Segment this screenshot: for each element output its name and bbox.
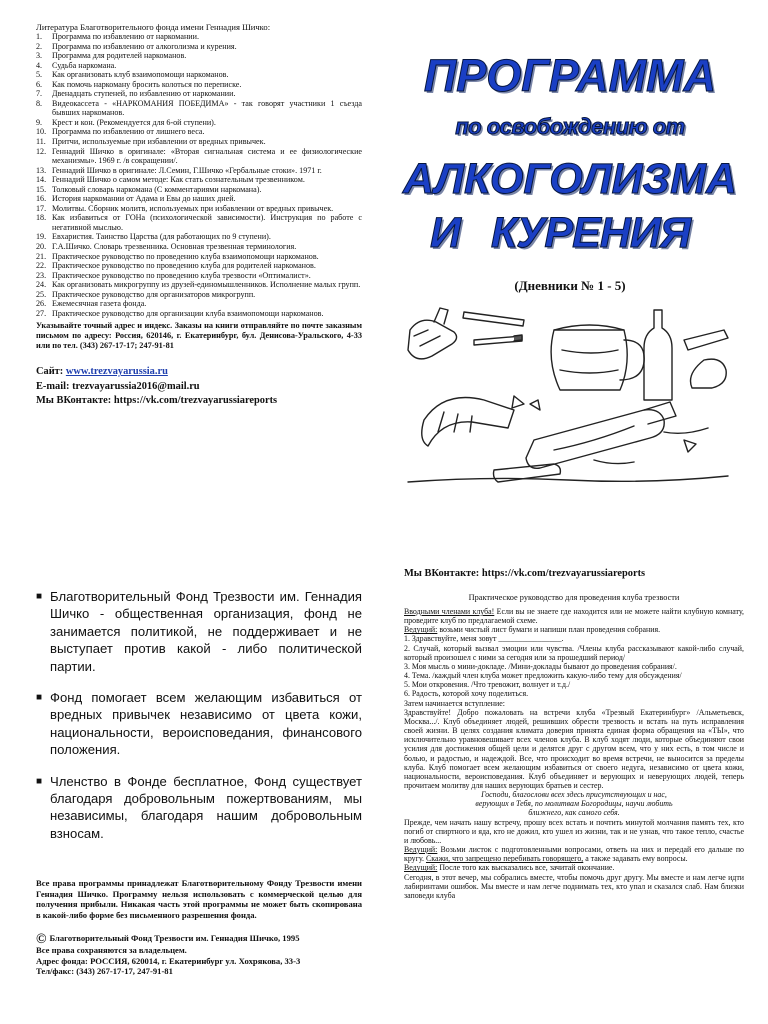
foundation-phone: Тел/факс: (343) 267-17-17, 247-91-81 xyxy=(36,966,173,977)
guide-paragraph: 5. Мои откровения. /Что тревожит, волнует и т.д./ xyxy=(404,680,571,690)
literature-item xyxy=(36,42,362,52)
literature-heading: Литература Благотворительного фонда имени Геннадия Шичко: xyxy=(36,22,271,32)
literature-item-number: 5. xyxy=(36,70,43,80)
email-line[interactable]: E-mail: trezvayarussia2016@mail.ru xyxy=(36,380,200,392)
literature-item-title: Программа по избавлению от наркомании. xyxy=(52,32,199,41)
literature-item-number: 25. xyxy=(36,289,47,299)
literature-item xyxy=(36,99,362,118)
literature-item xyxy=(36,166,362,176)
guide-paragraph xyxy=(404,863,744,872)
cover-title-line2: по освобождению от xyxy=(455,114,685,139)
literature-item-number: 10. xyxy=(36,127,47,137)
bullet-square-icon: ■ xyxy=(36,591,43,602)
literature-item xyxy=(36,185,362,195)
site-link[interactable]: www.trezvayarussia.ru xyxy=(65,366,168,378)
literature-item xyxy=(36,213,362,232)
literature-item-number: 15. xyxy=(36,184,47,194)
vk-line[interactable]: Мы ВКонтакте: https://vk.com/trezvayarussiareports xyxy=(36,395,278,407)
guide-underlined: Ведущий: xyxy=(404,625,438,635)
literature-list xyxy=(36,32,362,318)
literature-item xyxy=(36,51,362,61)
literature-item xyxy=(36,271,362,281)
guide-vk-line[interactable]: Мы ВКонтакте: https://vk.com/trezvayarussiareports xyxy=(404,568,646,579)
literature-item-number: 11. xyxy=(36,137,46,147)
literature-item xyxy=(36,261,362,271)
literature-item-number: 8. xyxy=(36,98,43,108)
literature-item-title: История наркомании от Адама и Евы до наших дней. xyxy=(52,194,236,204)
literature-item-number: 13. xyxy=(36,165,47,175)
guide-paragraph: Затем начинается вступление: xyxy=(404,698,505,708)
literature-item-number: 6. xyxy=(36,79,43,89)
literature-item-title: Ежемесячная газета фонда. xyxy=(52,299,147,309)
guide-underlined: Вводными членами клуба! xyxy=(404,607,495,616)
literature-item xyxy=(36,127,362,137)
literature-item-number: 19. xyxy=(36,232,47,242)
guide-paragraph: 6. Радость, которой хочу поделиться. xyxy=(404,689,529,699)
literature-item xyxy=(36,89,362,99)
literature-item xyxy=(36,194,362,204)
literature-item-number: 24. xyxy=(36,280,47,290)
literature-item xyxy=(36,252,362,262)
literature-item-title: Практическое руководство для организаторов микрогрупп. xyxy=(52,289,256,299)
literature-item-title: Крест и кон. (Рекомендуется для 6-ой ступени). xyxy=(52,117,216,127)
literature-item-number: 27. xyxy=(36,308,47,318)
literature-item xyxy=(36,118,362,128)
literature-item-title: Как организовать микрогруппу из друзей-единомышленников. Исполнение малых групп. xyxy=(52,280,361,290)
about-panel xyxy=(36,588,362,1008)
guide-text-run: возьми чистый лист бумаги и напиши план проведения собрания. xyxy=(437,625,661,635)
prayer-line: ближнего, как самого себя. xyxy=(528,808,620,818)
guide-text-run: После того как высказались все, зачитай окончание. xyxy=(437,863,615,873)
literature-item-number: 3. xyxy=(36,51,43,61)
literature-item-number: 16. xyxy=(36,194,47,204)
about-bullet xyxy=(36,689,362,759)
literature-item-number: 17. xyxy=(36,203,47,213)
literature-item-number: 20. xyxy=(36,242,47,252)
site-label: Сайт: xyxy=(36,366,64,378)
prayer-line: верующих в Тебя, по молитвам Богородицы, научи любить xyxy=(475,799,673,809)
literature-item-number: 2. xyxy=(36,41,43,51)
literature-item xyxy=(36,204,362,214)
literature-item-number: 7. xyxy=(36,89,43,99)
cover-title-line4: И КУРЕНИЯ xyxy=(430,209,691,257)
literature-item-number: 18. xyxy=(36,213,47,223)
rights-notice: Все права программы принадлежат Благотворительному Фонду Трезвости имени Геннадия Шичко. Программу нельзя использовать с коммерческой целью для получения прибыли. Никакая часть этой программы не может быть скопирована в какой-либо форме без письменного разрешения фонда. xyxy=(36,878,362,921)
literature-item-title: Г.А.Шичко. Словарь трезвенника. Основная трезвенная терминология. xyxy=(52,242,297,252)
literature-item-title: Судьба наркомана. xyxy=(52,60,117,70)
literature-item-number: 21. xyxy=(36,251,47,261)
guide-text-run: Если вы не знаете где находится или не можете найти клубную комнату, проведите клуб по предлагаемой схеме. xyxy=(404,607,744,626)
literature-item-number: 26. xyxy=(36,299,47,309)
literature-item xyxy=(36,137,362,147)
literature-item-title: Евхаристия. Таинство Царства (для работающих по 9 ступени). xyxy=(52,232,271,242)
about-bullet xyxy=(36,588,362,675)
guide-paragraph xyxy=(404,607,744,625)
guide-paragraph xyxy=(404,845,744,863)
about-bullet xyxy=(36,773,362,843)
literature-item xyxy=(36,175,362,185)
literature-item-title: Программа для родителей наркоманов. xyxy=(52,51,187,61)
literature-item xyxy=(36,32,362,42)
cover-panel xyxy=(400,22,740,544)
literature-item-number: 4. xyxy=(36,60,43,70)
guide-paragraph: 4. Тема. /каждый член клуба может предложить какую-либо тему для обсуждения/ xyxy=(404,671,682,681)
literature-item-title: Практическое руководство для организации клуба взаимопомощи наркоманов. xyxy=(52,308,324,318)
literature-item-number: 9. xyxy=(36,117,43,127)
guide-paragraph: Сегодня, в этот вечер, мы собрались вместе, чтобы помочь друг другу. Мы вместе и нам легче идти лабиринтами ошибок. Мы вместе и нам легче поднимать тех, кто упал и сказался слаб. Нам близки заповеди клуба xyxy=(404,872,744,900)
literature-item xyxy=(36,242,362,252)
literature-item xyxy=(36,70,362,80)
literature-item xyxy=(36,232,362,242)
bullet-square-icon: ■ xyxy=(36,692,43,704)
literature-item xyxy=(36,309,362,319)
guide-paragraph: 1. Здравствуйте, меня зовут ________________. xyxy=(404,634,564,644)
literature-item-title: Как помочь наркоману бросить колоться по переписке. xyxy=(52,79,242,89)
copyright-icon: © xyxy=(36,931,47,947)
guide-paragraph: 2. Случай, который вызвал эмоции или чувства. /Члены клуба рассказывают какой-либо случай, который произошел с ними за сегодня или за прошедший период/ xyxy=(404,643,744,662)
literature-item xyxy=(36,80,362,90)
guide-underlined: Ведущий: xyxy=(404,863,438,873)
literature-item xyxy=(36,61,362,71)
literature-item-title: Видеокассета - «НАРКОМАНИЯ ПОБЕДИМА» - так говорят участники 1 съезда бывших наркоманов. xyxy=(52,98,362,118)
guide-paragraph: Здравствуйте! Добро пожаловать на встречи клуба «Трезвый Екатеринбург» /Альметьевск, Москва.../. Клуб объединяет людей, решивших обрести трезвость и встать на путь исправления своей жизни. В целях создания климата доверия принята единая форма обращения на «ТЫ», что исключительно уравновешивает всех членов клуба. В клуб ходят люди, которые объединяют свои усилия для достижения общей цели и делятся друг с другом всем, что у них есть, в том числе и болью, и радостью, и надеждой. Все, что происходит во время встречи, не выносится за пределы клуба. Клуб помогает всем желающим избавиться от своего недуга, независимо от цвета кожи, национальности, вероисповедания. Клуб объединяет и верующих и неверующих людей, теперь прочитаем молитву для наших верующих братьев и сестер. xyxy=(404,707,744,790)
cover-title-line1: ПРОГРАММА xyxy=(423,50,717,101)
literature-item xyxy=(36,290,362,300)
literature-item-title: Геннадий Шичко о самом методе: Как стать сознательным трезвенником. xyxy=(52,175,305,185)
literature-panel xyxy=(36,22,362,522)
literature-item xyxy=(36,280,362,290)
guide-title: Практическое руководство для проведения клуба трезвости xyxy=(468,593,680,602)
literature-item-title: Практическое руководство по проведению клуба взаимопомощи наркоманов. xyxy=(52,251,319,261)
guide-text-run: Возьми листок с подготовленными вопросами, ответь на них и передай его дальше по кругу. xyxy=(404,845,744,864)
literature-item-title: Программа по избавлению от лишнего веса. xyxy=(52,127,205,137)
literature-item-number: 1. xyxy=(36,32,43,41)
literature-item-title: Практическое руководство по проведению клуба для родителей наркоманов. xyxy=(52,261,316,271)
copyright-line: Все права сохраняются за владельцем. xyxy=(36,945,187,956)
guide-text xyxy=(404,607,744,900)
prayer-line: Господи, благослови всех здесь присутствующих и нас, xyxy=(481,790,667,800)
about-bullet-text: Членство в Фонде бесплатное, Фонд существует благодаря добровольным пожертвованиям, мы независимы, благодаря нашим добровольным взносам. xyxy=(50,773,362,841)
bullet-square-icon: ■ xyxy=(36,775,43,787)
literature-item-title: Как организовать клуб взаимопомощи наркоманов. xyxy=(52,70,229,80)
literature-item-title: Как избавиться от ГОНа (психологической зависимости). Инструкция по работе с негативной мыслью. xyxy=(52,213,362,232)
literature-item xyxy=(36,147,362,166)
literature-item-title: Двенадцать ступеней, по избавлению от наркомании. xyxy=(52,89,236,99)
copyright-block xyxy=(36,933,362,977)
literature-item-number: 14. xyxy=(36,175,47,185)
guide-paragraph: Прежде, чем начать нашу встречу, прошу всех встать и почтить минутой молчания память тех, кто погиб от спиртного и яда, кто не дожил, кто ушел из жизни, так и не узнав, что такое тепло, счастье и любовь... xyxy=(404,817,744,845)
literature-item-title: Молитвы. Сборник молитв, используемых при избавлении от вредных привычек. xyxy=(52,203,334,213)
literature-item-number: 22. xyxy=(36,261,47,271)
about-bullet-text: Благотворительный Фонд Трезвости им. Геннадия Шичко - общественная организация, фонд не занимается политикой, не поддерживает и не выступает против какой - либо политической партии. xyxy=(50,589,362,674)
guide-text-run: а также задавать ему вопросы. xyxy=(583,854,688,864)
foundation-address: Адрес фонда: РОССИЯ, 620014, г. Екатеринбург ул. Хохрякова, 33-3 xyxy=(36,955,301,966)
cover-subtitle: (Дневники № 1 - 5) xyxy=(514,278,626,293)
about-bullet-text: Фонд помогает всем желающим избавиться от вредных привычек независимо от цвета кожи, национальности, вероисповедания, финансового положения. xyxy=(50,690,362,758)
literature-item-number: 23. xyxy=(36,270,47,280)
contacts-block xyxy=(36,365,362,409)
guide-underlined: Ведущий: xyxy=(404,845,438,855)
literature-item-title: Программа по избавлению от алкоголизма и курения. xyxy=(52,41,237,51)
guide-paragraph: 3. Моя мысль о мини-докладе. /Мини-доклады бывают до проведения собрания/. xyxy=(404,661,677,671)
guide-underlined: Скажи, что запрещено перебивать говорящего, xyxy=(425,854,584,864)
site-line xyxy=(36,365,362,380)
literature-item-title: Толковый словарь наркомана (С комментариями наркомана). xyxy=(52,184,262,194)
copyright-text: Благотворительный Фонд Трезвости им. Геннадия Шичко, 1995 xyxy=(49,932,300,943)
cover-title-line3: АЛКОГОЛИЗМА xyxy=(402,155,738,203)
guide-paragraph xyxy=(404,625,744,634)
literature-item-title: Практическое руководство по проведению клуба трезвости «Оптималист». xyxy=(52,270,311,280)
literature-item-title: Геннадий Шичко в оригинале: Л.Семин, Г.Шичко «Гербальные стоки». 1971 г. xyxy=(52,165,322,175)
order-note: Указывайте точный адрес и индекс. Заказы на книги отправляйте по почте заказным письмом по адресу: Россия, 620146, г. Екатеринбург, бул. Денисова-Уральского, 4-33 или по тел. (343) 267-17-17; 247-91-81 xyxy=(36,321,362,351)
literature-item-number: 12. xyxy=(36,146,47,156)
bottles-illustration-icon xyxy=(404,300,734,490)
about-bullets xyxy=(36,588,362,842)
copyright-line xyxy=(36,933,362,946)
literature-item xyxy=(36,299,362,309)
club-guide-panel xyxy=(404,568,744,1020)
literature-item-title: Притчи, используемые при избавлении от вредных привычек. xyxy=(52,137,266,147)
literature-item-title: Геннадий Шичко в оригинале: «Вторая сигнальная система и ее физиологические механизмы». 1969 г. /в сокращении/. xyxy=(52,146,362,166)
